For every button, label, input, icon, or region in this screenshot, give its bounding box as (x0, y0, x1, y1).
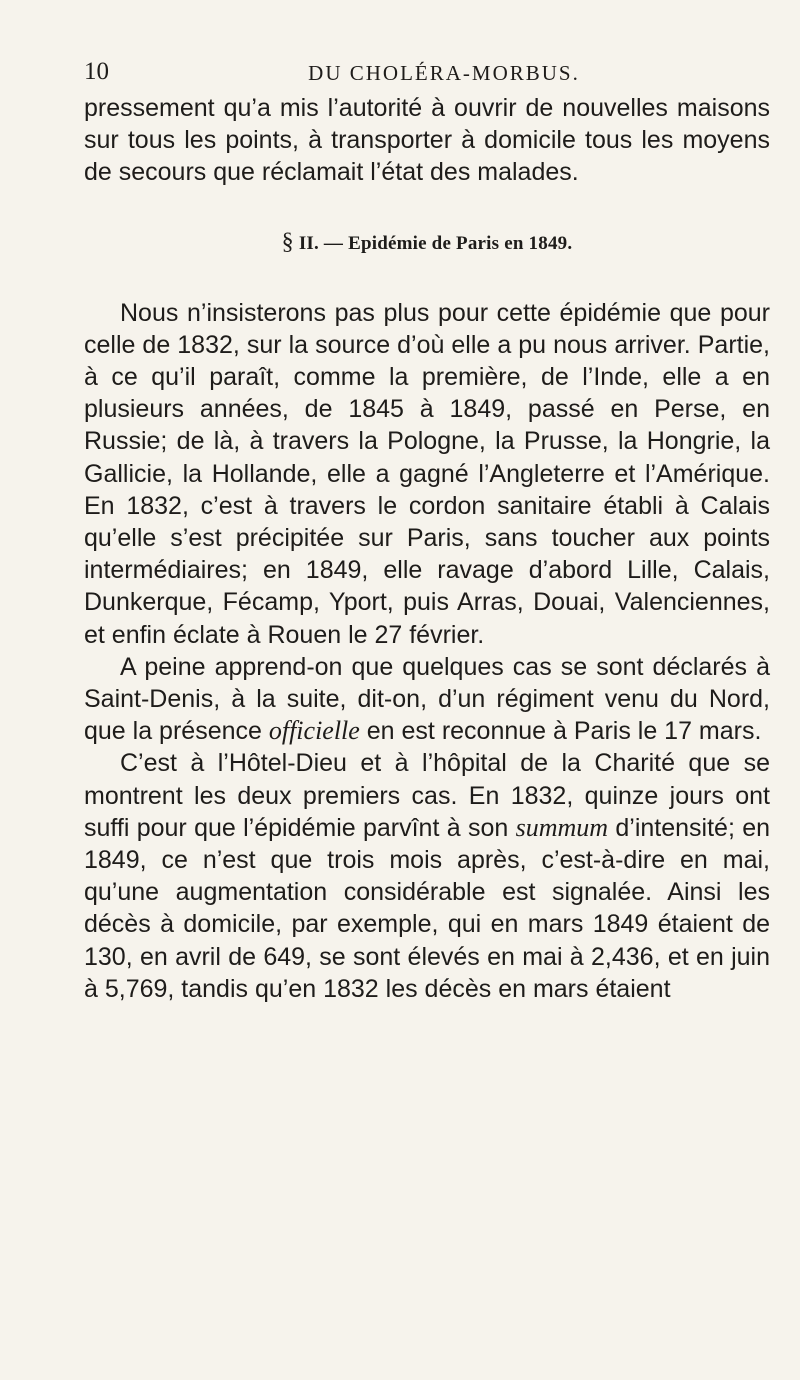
section-number: II. (298, 232, 319, 254)
italic-officielle: officielle (268, 716, 360, 746)
paragraph-paris-arrival (84, 651, 770, 748)
page-number: 10 (84, 58, 109, 85)
italic-summum: summum (515, 812, 609, 842)
body-text (84, 92, 770, 1005)
page-header (84, 58, 764, 88)
section-dash: — (323, 232, 344, 254)
section-sign: § (281, 228, 294, 255)
running-title: DU CHOLÉRA-MORBUS. (308, 61, 580, 85)
paragraph-first-cases-text-1: C’est à l’Hôtel-Dieu et à l’hôpital de la Charité que se montrent les deux premiers cas. En 1832, quinze jours ont suffi pour que l’épidémie parvînt à son (84, 749, 770, 842)
paragraph-first-cases-text-2: d’intensité; en 1849, ce n’est que trois mois après, c’est-à-dire en mai, qu’une augmentation considérable est signalée. Ainsi les décès à domicile, par exemple, qui en mars 1849 étaient de 130, en avril de 649, se sont élevés en mai à 2,436, et en juin à 5,769, tandis qu’en 1832 les décès en mars étaient (84, 813, 771, 1003)
section-title: Epidémie de Paris en 1849. (348, 232, 573, 254)
paragraph-continuation: pressement qu’a mis l’autorité à ouvrir de nouvelles maisons sur tous les points, à transporter à domicile tous les moyens de secours que réclamait l’état des malades. (84, 94, 770, 187)
section-heading (84, 229, 770, 257)
paragraph-origin: Nous n’insisterons pas plus pour cette épidémie que pour celle de 1832, sur la source d’où elle a pu nous arriver. Partie, à ce qu’il paraît, comme la première, de l’Inde, elle a en plusieurs années, de 1845 à 1849, passé en Perse, en Russie; de là, à travers la Pologne, la Prusse, la Hongrie, la Gallicie, la Hollande, elle a gagné l’Angleterre et l’Amérique. En 1832, c’est à travers le cordon sanitaire établi à Calais qu’elle s’est précipitée sur Paris, sans toucher aux points intermédiaires; en 1849, elle ravage d’abord Lille, Calais, Dunkerque, Fécamp, Yport, puis Arras, Douai, Valenciennes, et enfin éclate à Rouen le 27 février. (84, 298, 770, 649)
paragraph-paris-arrival-text-2: en est reconnue à Paris le 17 mars. (359, 717, 762, 746)
paragraph-first-cases (84, 747, 770, 1005)
paragraph-paris-arrival-text-1: A peine apprend-on que quelques cas se sont déclarés à Saint-Denis, à la suite, dit-on, d’un régiment venu du Nord, que la présence (84, 652, 770, 746)
